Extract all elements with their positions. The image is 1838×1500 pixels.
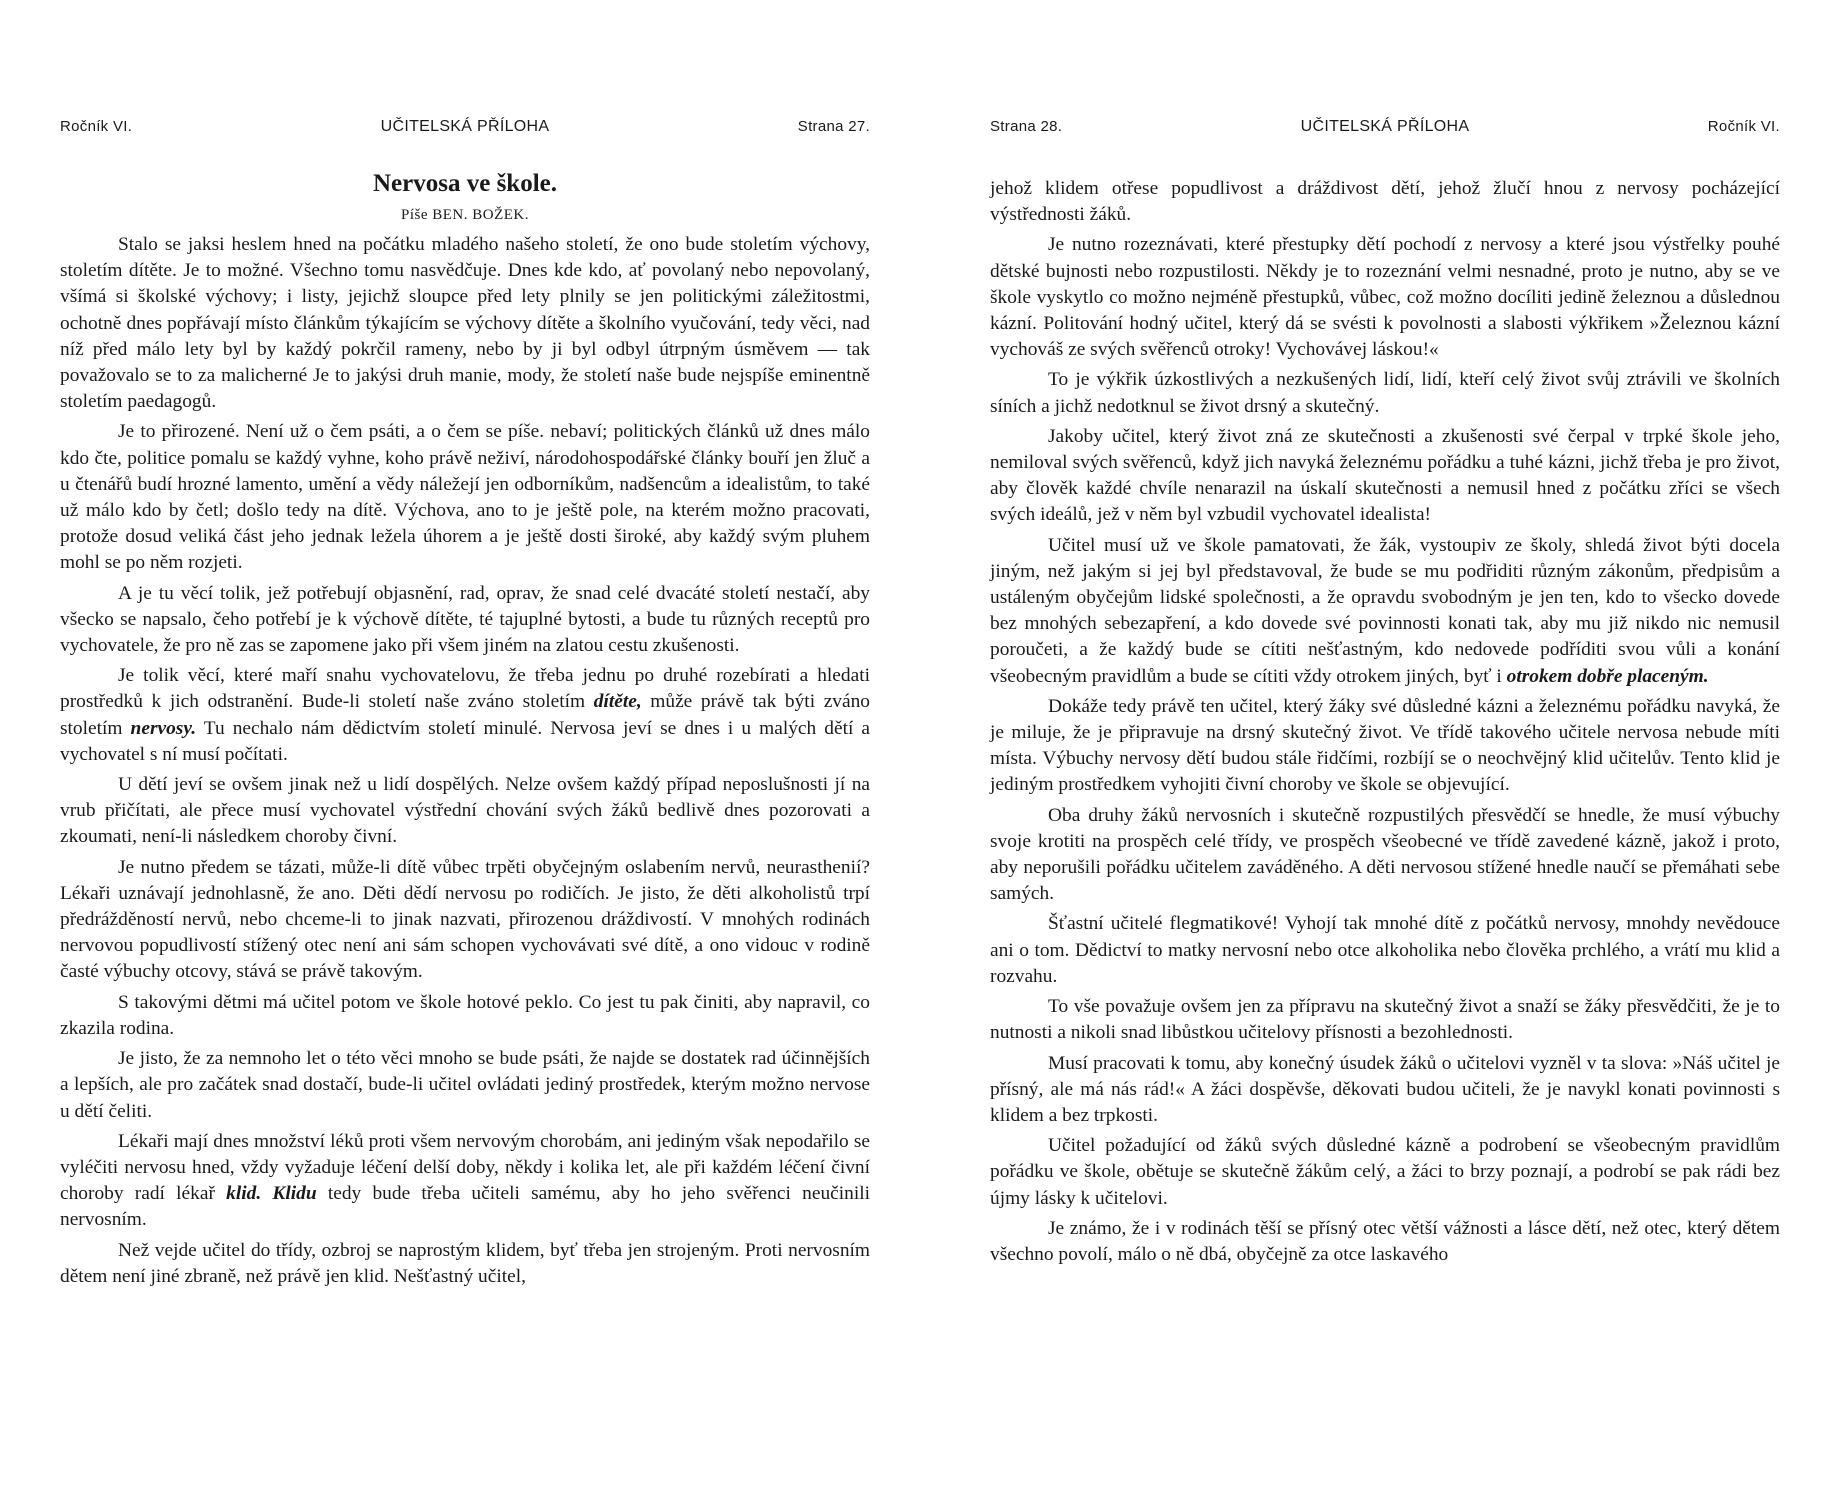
paragraph: To vše považuje ovšem jen za přípravu na skutečný život a snaží se žáky přesvědčiti, že je to nutnosti a nikoli snad libůstkou učitelovy přísnosti a bezohlednosti. [990,996,1780,1044]
paragraph: Učitel musí už ve škole pamatovati, že žák, vystoupiv ze školy, shledá život býti docela jiným, než jakým si jej byl představoval, že bude se mu podřiditi různým zákonům, předpisům a ustáleným obyčejům lidské společnosti, a že opravdu svobodným je jen ten, kdo to všecko dovede bez mnohých sebezapření, a kdo dovede své povinnosti konati tak, aby mu již nikdo nic nemusil poroučeti, a že každý bude se cítiti nešťastným, kdo nedovede podříditi svou vůli a konání všeobecným pravidlům a bude se cítiti vždy otrokem jiných, byť i otrokem dobře placeným. [990,534,1780,687]
paragraph: Jakoby učitel, který život zná ze skutečnosti a zkušenosti své čerpal v trpké škole jeho, nemiloval svých svěřenců, když jich navyká železnému pořádku a tuhé kázni, jichž třeba je pro život, aby člověk každé chvíle nenarazil na úskalí skutečnosti a nemusil hned z počátku zříci se všech svých ideálů, jež v něm byl vzbudil vychovatel idealista! [990,425,1780,526]
paragraph: To je výkřik úzkostlivých a nezkušených lidí, lidí, kteří celý život svůj ztrávili ve školních síních a jichž nedotknul se život drsný a skutečný. [990,369,1780,417]
paragraph: Je nutno rozeznávati, které přestupky dětí pochodí z nervosy a které jsou výstřelky pouhé dětské bujnosti nebo rozpustilosti. Někdy je to rozeznání velmi nesnadné, proto je nutno, aby se ve škole vyskytlo co možno nejméně přestupků, vůbec, což možno docíliti jedině železnou a důslednou kázní. Politování hodný učitel, který dá se svésti k povolnosti a slabosti výkřikem »Železnou kázní vychováš ze svých svěřenců otroky! Vychovávej láskou!« [990,234,1780,361]
emphasis: dítěte, [593,691,642,713]
paragraph: Je tolik věcí, které maří snahu vychovatelovu, že třeba jednu po druhé rozebírati a hledati prostředků k jich odstranění. Bude-li století naše zváno stoletím dítěte, může právě tak býti zváno stoletím nervosy. Tu nechalo nám dědictvím století minulé. Nervosa jeví se dnes i u malých dětí a vychovatel s ní musí počítati. [60,665,871,765]
page-number: Strana 27. [797,118,870,135]
page-number: Strana 28. [990,118,1063,135]
paragraph: U dětí jeví se ovšem jinak než u lidí dospělých. Nelze ovšem každý případ neposlušnosti jí na vrub přičítati, ale přece musí vychovatel výstřední chování svých žáků bedlivě dnes pozorovati a zkoumati, není-li následkem choroby čivní. [60,774,870,848]
paragraph: Musí pracovati k tomu, aby konečný úsudek žáků o učitelovi vyzněl v ta slova: »Náš učitel je přísný, ale má nás rád!« A žáci dospěvše, děkovati budou učiteli, že je navykl konati povinnosti s klidem a bez trpkosti. [990,1052,1780,1126]
emphasis: klid. Klidu [226,1183,317,1205]
paragraph: Než vejde učitel do třídy, ozbroj se naprostým klidem, byť třeba jen strojeným. Proti nervosním dětem není jiné zbraně, než právě jen klid. Nešťastný učitel, [60,1239,870,1287]
article-title: Nervosa ve škole. [373,170,557,197]
article-byline: Píše BEN. BOŽEK. [401,207,529,223]
publication-title: UČITELSKÁ PŘÍLOHA [380,118,550,135]
volume-label: Ročník VI. [1707,118,1780,135]
paragraph: S takovými dětmi má učitel potom ve škole hotové peklo. Co jest tu pak činiti, aby napravil, co zkazila rodina. [60,991,870,1039]
volume-label: Ročník VI. [60,118,133,135]
publication-title: UČITELSKÁ PŘÍLOHA [1300,118,1470,135]
paragraph: Lékaři mají dnes množství léků proti všem nervovým chorobám, ani jediným však nepodařilo se vyléčiti nervosu hned, vždy vyžaduje léčení delší doby, někdy i kolika let, ale při každém léčení čivní choroby radí lékař klid. Klidu tedy bude třeba učiteli samému, aby ho jeho svěřenci neučinili nervosním. [60,1130,871,1231]
left-page [60,0,870,1500]
paragraph: Dokáže tedy právě ten učitel, který žáky své důsledné kázni a železnému pořádku navyká, že je miluje, že je připravuje na drsný skutečný život. Ve třídě takového učitele nervosa nebude míti místa. Výbuchy nervosy dětí budou stále řidčími, rozbíjí se o neochvějný klid učitelův. Tento klid je jediným prostředkem vyhojiti čivní choroby ve škole se objevující. [990,695,1780,796]
paragraph: Oba druhy žáků nervosních i skutečně rozpustilých přesvědčí se hnedle, že musí výbuchy svoje krotiti na prospěch celé třídy, ve prospěch všeobecné ve třídě zavedené kázně, jakož i proto, aby neporušili pořádku učitelem zaváděného. A děti nervosou stížené hnedle naučí se přemáhati sebe samých. [990,804,1780,905]
paragraph: Je jisto, že za nemnoho let o této věci mnoho se bude psáti, že najde se dostatek rad účinnějších a lepších, ale pro začátek snad dostačí, bude-li učitel ovládati jediný prostředek, kterým možno nervose u dětí čeliti. [60,1048,870,1122]
right-page [990,0,1780,1500]
running-head-left-page [60,118,870,142]
paragraph-continued: jehož klidem otřese popudlivost a dráždivost dětí, jehož žlučí hnou z nervosy pocházející výstřednosti žáků. [990,178,1780,226]
paragraph: Je nutno předem se tázati, může-li dítě vůbec trpěti obyčejným oslabením nervů, neurasthenií? Lékaři uznávají jednohlasně, že ano. Děti dědí nervosu po rodičích. Je jisto, že děti alkoholistů trpí předrážděností nervů, nebo chceme-li to jinak nazvati, přirozenou dráždivostí. V mnohých rodinách nervovou popudlivostí stížený otec není ani sám schopen vychovávati své dítě, a ono vidouc v rodině časté výbuchy otcovy, stává se právě takovým. [60,856,870,983]
paragraph: Je to přirozené. Není už o čem psáti, a o čem se píše. nebaví; politických článků už dnes málo kdo čte, politice pomalu se každý vyhne, koho právě neživí, národohospodářské články bouří jen žluč a u čtenářů budí hrozné lamento, umění a vědy náležejí jen odborníkům, nadšencům a idealistům, to také už málo kdo by četl; došlo tedy na dítě. Výchova, ano to je ještě pole, na kterém možno pracovati, protože dosud veliká část jeho jednak ležela úhorem a je ještě dosti široké, aby každý svým pluhem mohl se po něm rozjeti. [60,421,870,574]
paragraph: A je tu věcí tolik, jež potřebují objasnění, rad, oprav, že snad celé dvacáté století nestačí, aby všecko se napsalo, čeho potřebí je k výchově dítěte, té tajuplné bytosti, a bude tu různých receptů pro vychovatele, že pro ně zas se zapomene jako při všem jiném na zlatou cestu zkušenosti. [60,582,870,657]
paragraph: Učitel požadující od žáků svých důsledné kázně a podrobení se všeobecným pravidlům pořádku ve škole, obětuje se skutečně žákům celý, a žáci to brzy poznají, a podrobí se pak rádi bez újmy lásky k učitelovi. [990,1135,1780,1209]
article-body-left [60,232,870,1294]
paragraph: Je známo, že i v rodinách těší se přísný otec větší vážnosti a lásce dětí, než otec, který dětem všechno povolí, málo o ně dbá, obyčejně za otce laskavého [990,1217,1780,1265]
article-body-right [990,176,1780,1272]
paragraph: Stalo se jaksi heslem hned na počátku mladého našeho století, že ono bude stoletím výchovy, stoletím dítěte. Je to možné. Všechno tomu nasvědčuje. Dnes kde kdo, ať povolaný nebo nepovolaný, všímá si školské výchovy; i listy, jejichž sloupce před lety plnily se jen politickými záležitostmi, ochotně dnes popřávají místo článkům týkajícím se výchovy dítěte a školního vyučování, tedy věci, nad níž před málo lety byl by každý pokrčil rameny, nebo by ji byl odbyl útrpným úsměvem — tak považovalo se to za malicherné Je to jakýsi druh manie, mody, že století naše bude nejspíše eminentně stoletím paedagogů. [60,234,870,413]
emphasis: otrokem dobře placeným. [1506,665,1709,687]
emphasis: nervosy. [130,717,197,739]
paragraph: Šťastní učitelé flegmatikové! Vyhojí tak mnohé dítě z počátků nervosy, mnohdy nevědouce ani o tom. Dědictví to matky nervosní nebo otce alkoholika nebo člověka prchlého, a vrátí mu klid a rozvahu. [990,913,1780,987]
running-head-right-page [990,118,1780,142]
